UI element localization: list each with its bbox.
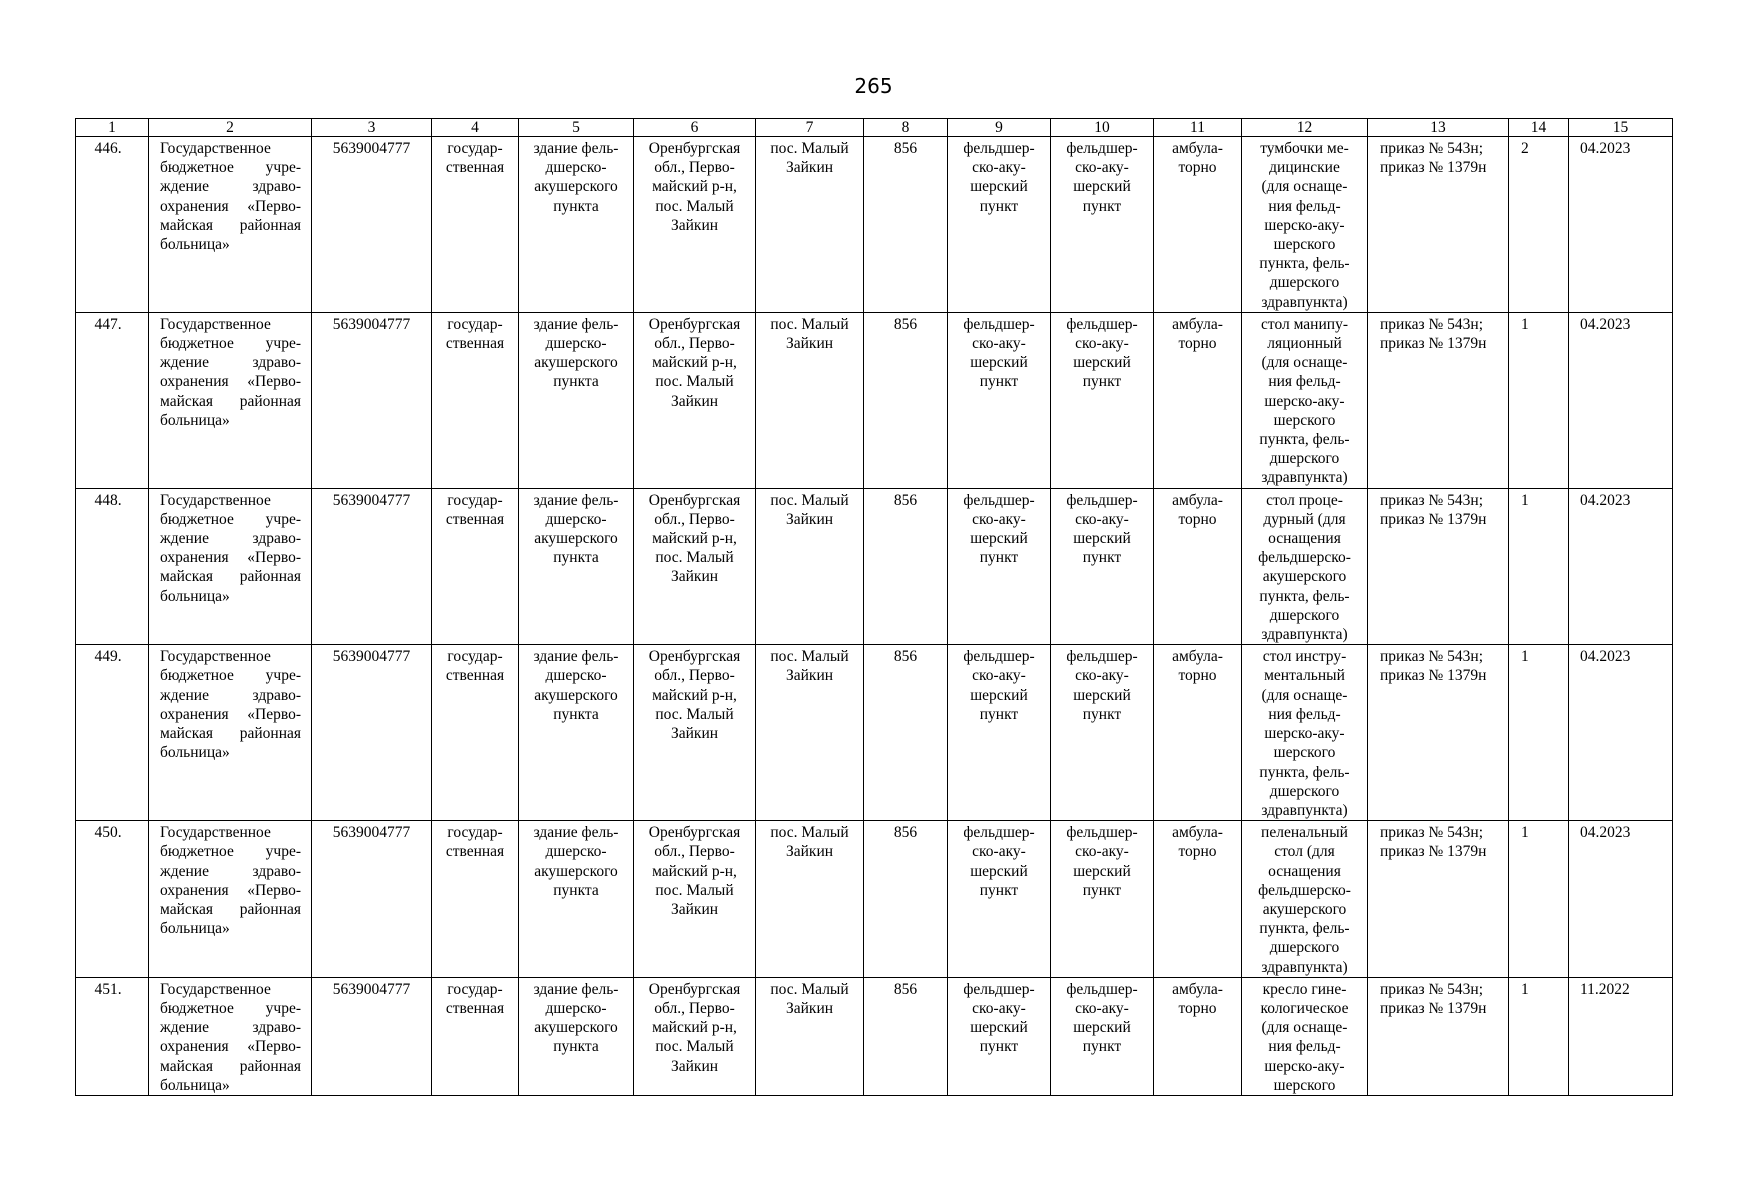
- column-header-4: 4: [432, 119, 519, 137]
- column-header-13: 13: [1368, 119, 1509, 137]
- cell-locality: пос. Малый Зайкин: [756, 137, 864, 313]
- column-header-14: 14: [1509, 119, 1569, 137]
- cell-code: 856: [864, 821, 948, 978]
- column-header-6: 6: [634, 119, 756, 137]
- cell-building: здание фель- дшерско- акушерского пункта: [519, 488, 634, 645]
- cell-locality: пос. Малый Зайкин: [756, 645, 864, 821]
- cell-order: приказ № 543н; приказ № 1379н: [1368, 312, 1509, 488]
- cell-facility-type-2: фельдшер- ско-аку- шерский пункт: [1051, 645, 1154, 821]
- cell-facility-type-2: фельдшер- ско-аку- шерский пункт: [1051, 488, 1154, 645]
- cell-facility-type: фельдшер- ско-аку- шерский пункт: [948, 977, 1051, 1095]
- cell-care-form: амбула- торно: [1154, 488, 1242, 645]
- cell-care-form: амбула- торно: [1154, 312, 1242, 488]
- page-number: 265: [854, 74, 893, 98]
- table-row: [76, 488, 1673, 645]
- cell-address: Оренбургская обл., Перво- майский р-н, пос. Малый Зайкин: [634, 645, 756, 821]
- cell-organization: Государственное бюджетное учре-ждение здраво-охранения «Перво-майская районная больница»: [149, 137, 312, 313]
- cell-code: 856: [864, 977, 948, 1095]
- cell-facility-type: фельдшер- ско-аку- шерский пункт: [948, 312, 1051, 488]
- cell-code: 856: [864, 312, 948, 488]
- cell-care-form: амбула- торно: [1154, 821, 1242, 978]
- cell-facility-type: фельдшер- ско-аку- шерский пункт: [948, 488, 1051, 645]
- cell-date: 04.2023: [1569, 488, 1673, 645]
- table-header: [76, 119, 1673, 137]
- cell-code: 856: [864, 488, 948, 645]
- column-header-12: 12: [1242, 119, 1368, 137]
- cell-ownership: государ- ственная: [432, 645, 519, 821]
- cell-address: Оренбургская обл., Перво- майский р-н, пос. Малый Зайкин: [634, 312, 756, 488]
- cell-date: 04.2023: [1569, 645, 1673, 821]
- cell-inn: 5639004777: [312, 137, 432, 313]
- cell-locality: пос. Малый Зайкин: [756, 977, 864, 1095]
- cell-number: 450.: [76, 821, 149, 978]
- table-body: [76, 137, 1673, 1096]
- cell-facility-type: фельдшер- ско-аку- шерский пункт: [948, 645, 1051, 821]
- cell-address: Оренбургская обл., Перво- майский р-н, пос. Малый Зайкин: [634, 977, 756, 1095]
- cell-inn: 5639004777: [312, 977, 432, 1095]
- column-header-2: 2: [149, 119, 312, 137]
- cell-quantity: 1: [1509, 645, 1569, 821]
- cell-number: 448.: [76, 488, 149, 645]
- cell-equipment: стол инстру- ментальный (для оснаще- ния фельд- шерско-аку- шерского пункта, фель- дшерского здравпункта): [1242, 645, 1368, 821]
- cell-quantity: 2: [1509, 137, 1569, 313]
- cell-order: приказ № 543н; приказ № 1379н: [1368, 645, 1509, 821]
- cell-building: здание фель- дшерско- акушерского пункта: [519, 977, 634, 1095]
- cell-facility-type-2: фельдшер- ско-аку- шерский пункт: [1051, 312, 1154, 488]
- cell-equipment: стол проце- дурный (для оснащения фельдшерско- акушерского пункта, фель- дшерского здравпункта): [1242, 488, 1368, 645]
- cell-equipment: пеленальный стол (для оснащения фельдшерско- акушерского пункта, фель- дшерского здравпункта): [1242, 821, 1368, 978]
- cell-building: здание фель- дшерско- акушерского пункта: [519, 821, 634, 978]
- cell-organization: Государственное бюджетное учре-ждение здраво-охранения «Перво-майская районная больница»: [149, 488, 312, 645]
- cell-care-form: амбула- торно: [1154, 645, 1242, 821]
- cell-equipment: тумбочки ме- дицинские (для оснаще- ния фельд- шерско-аку- шерского пункта, фель- дшерского здравпункта): [1242, 137, 1368, 313]
- cell-facility-type: фельдшер- ско-аку- шерский пункт: [948, 821, 1051, 978]
- cell-equipment: стол манипу- ляционный (для оснаще- ния фельд- шерско-аку- шерского пункта, фель- дшерского здравпункта): [1242, 312, 1368, 488]
- cell-number: 447.: [76, 312, 149, 488]
- cell-organization: Государственное бюджетное учре-ждение здраво-охранения «Перво-майская районная больница»: [149, 977, 312, 1095]
- column-header-5: 5: [519, 119, 634, 137]
- cell-locality: пос. Малый Зайкин: [756, 488, 864, 645]
- cell-date: 04.2023: [1569, 137, 1673, 313]
- cell-organization: Государственное бюджетное учре-ждение здраво-охранения «Перво-майская районная больница»: [149, 312, 312, 488]
- cell-quantity: 1: [1509, 312, 1569, 488]
- cell-organization: Государственное бюджетное учре-ждение здраво-охранения «Перво-майская районная больница»: [149, 645, 312, 821]
- cell-code: 856: [864, 137, 948, 313]
- cell-date: 11.2022: [1569, 977, 1673, 1095]
- cell-organization: Государственное бюджетное учре-ждение здраво-охранения «Перво-майская районная больница»: [149, 821, 312, 978]
- column-header-15: 15: [1569, 119, 1673, 137]
- cell-facility-type: фельдшер- ско-аку- шерский пункт: [948, 137, 1051, 313]
- cell-facility-type-2: фельдшер- ско-аку- шерский пункт: [1051, 137, 1154, 313]
- cell-quantity: 1: [1509, 977, 1569, 1095]
- cell-inn: 5639004777: [312, 821, 432, 978]
- cell-number: 449.: [76, 645, 149, 821]
- cell-building: здание фель- дшерско- акушерского пункта: [519, 312, 634, 488]
- cell-inn: 5639004777: [312, 488, 432, 645]
- cell-ownership: государ- ственная: [432, 977, 519, 1095]
- registry-table: [75, 118, 1673, 1096]
- cell-equipment: кресло гине- кологическое (для оснаще- ния фельд- шерско-аку- шерского: [1242, 977, 1368, 1095]
- cell-quantity: 1: [1509, 488, 1569, 645]
- cell-ownership: государ- ственная: [432, 821, 519, 978]
- cell-facility-type-2: фельдшер- ско-аку- шерский пункт: [1051, 977, 1154, 1095]
- cell-number: 446.: [76, 137, 149, 313]
- cell-address: Оренбургская обл., Перво- майский р-н, пос. Малый Зайкин: [634, 488, 756, 645]
- column-header-7: 7: [756, 119, 864, 137]
- cell-care-form: амбула- торно: [1154, 137, 1242, 313]
- cell-inn: 5639004777: [312, 312, 432, 488]
- cell-code: 856: [864, 645, 948, 821]
- cell-date: 04.2023: [1569, 821, 1673, 978]
- cell-care-form: амбула- торно: [1154, 977, 1242, 1095]
- cell-building: здание фель- дшерско- акушерского пункта: [519, 137, 634, 313]
- table-row: [76, 312, 1673, 488]
- cell-building: здание фель- дшерско- акушерского пункта: [519, 645, 634, 821]
- cell-date: 04.2023: [1569, 312, 1673, 488]
- cell-address: Оренбургская обл., Перво- майский р-н, пос. Малый Зайкин: [634, 821, 756, 978]
- cell-locality: пос. Малый Зайкин: [756, 312, 864, 488]
- header-row: [76, 119, 1673, 137]
- cell-order: приказ № 543н; приказ № 1379н: [1368, 488, 1509, 645]
- column-header-11: 11: [1154, 119, 1242, 137]
- cell-quantity: 1: [1509, 821, 1569, 978]
- table-row: [76, 821, 1673, 978]
- cell-ownership: государ- ственная: [432, 137, 519, 313]
- table-row: [76, 977, 1673, 1095]
- cell-ownership: государ- ственная: [432, 488, 519, 645]
- cell-ownership: государ- ственная: [432, 312, 519, 488]
- cell-inn: 5639004777: [312, 645, 432, 821]
- cell-order: приказ № 543н; приказ № 1379н: [1368, 977, 1509, 1095]
- cell-number: 451.: [76, 977, 149, 1095]
- cell-locality: пос. Малый Зайкин: [756, 821, 864, 978]
- column-header-1: 1: [76, 119, 149, 137]
- cell-order: приказ № 543н; приказ № 1379н: [1368, 137, 1509, 313]
- column-header-8: 8: [864, 119, 948, 137]
- table-row: [76, 137, 1673, 313]
- column-header-10: 10: [1051, 119, 1154, 137]
- cell-order: приказ № 543н; приказ № 1379н: [1368, 821, 1509, 978]
- column-header-9: 9: [948, 119, 1051, 137]
- cell-address: Оренбургская обл., Перво- майский р-н, пос. Малый Зайкин: [634, 137, 756, 313]
- column-header-3: 3: [312, 119, 432, 137]
- table-row: [76, 645, 1673, 821]
- cell-facility-type-2: фельдшер- ско-аку- шерский пункт: [1051, 821, 1154, 978]
